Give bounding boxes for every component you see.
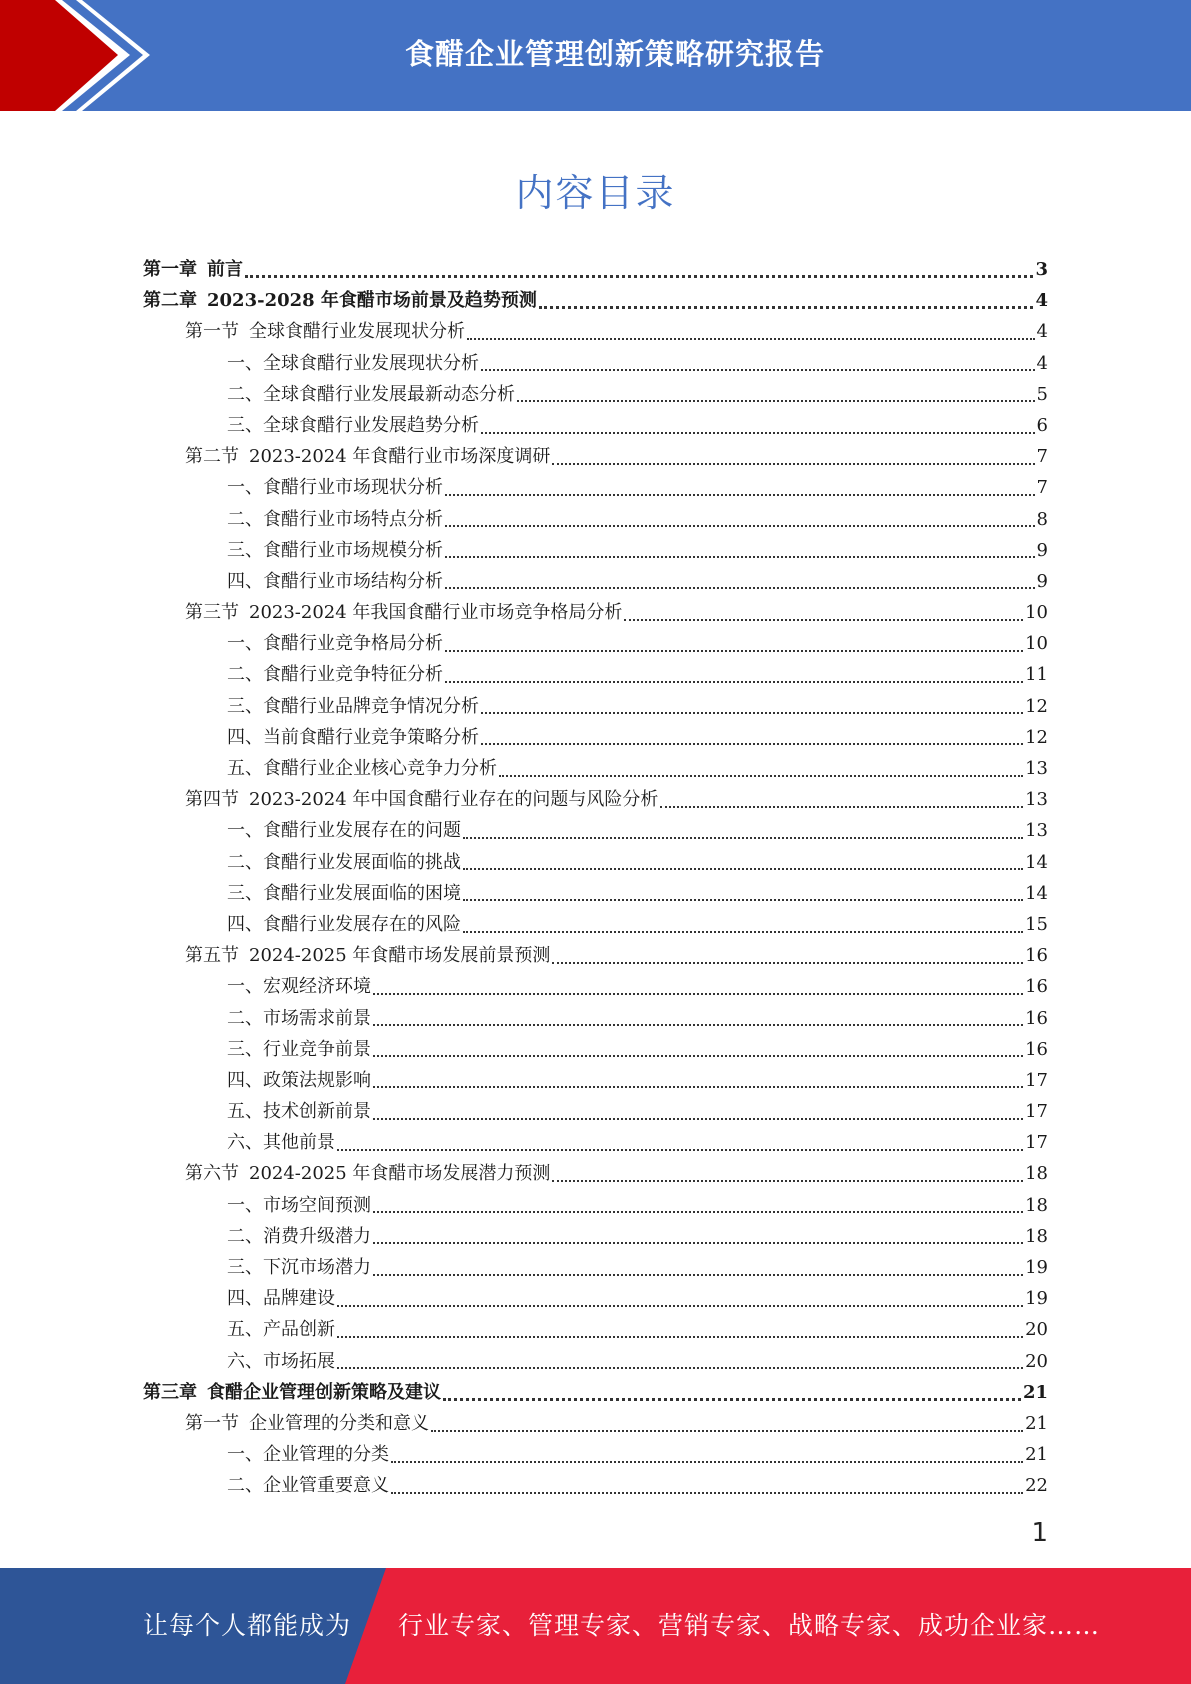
table-of-contents bbox=[143, 254, 1048, 1502]
toc-entry-page: 4 bbox=[1036, 352, 1048, 374]
toc-leader-dots bbox=[445, 681, 1023, 683]
page-number: 1 bbox=[1031, 1518, 1048, 1548]
toc-entry-title: 三、全球食醋行业发展趋势分析 bbox=[227, 414, 479, 436]
toc-entry-title: 二、市场需求前景 bbox=[227, 1007, 371, 1029]
toc-leader-dots bbox=[373, 1211, 1023, 1213]
toc-entry-page: 11 bbox=[1025, 664, 1048, 686]
toc-entry-title: 二、食醋行业市场特点分析 bbox=[227, 508, 443, 530]
toc-entry[interactable] bbox=[143, 1346, 1048, 1377]
toc-entry[interactable] bbox=[143, 1283, 1048, 1314]
toc-entry-title: 二、食醋行业发展面临的挑战 bbox=[227, 851, 461, 873]
toc-entry-title: 五、技术创新前景 bbox=[227, 1101, 371, 1123]
toc-entry-title: 一、全球食醋行业发展现状分析 bbox=[227, 352, 479, 374]
toc-entry-title: 四、当前食醋行业竞争策略分析 bbox=[227, 726, 479, 748]
toc-entry-page: 13 bbox=[1025, 789, 1048, 811]
toc-leader-dots bbox=[445, 650, 1023, 652]
toc-entry-page: 9 bbox=[1036, 539, 1048, 561]
toc-entry[interactable] bbox=[143, 659, 1048, 690]
toc-entry-page: 16 bbox=[1025, 976, 1048, 998]
toc-entry-title: 2023-2024 年中国食醋行业存在的问题与风险分析 bbox=[249, 789, 659, 811]
toc-entry-number: 第四节 bbox=[185, 789, 239, 811]
toc-entry[interactable] bbox=[143, 1252, 1048, 1283]
toc-entry-title: 一、食醋行业发展存在的问题 bbox=[227, 820, 461, 842]
toc-entry-title: 2023-2028 年食醋市场前景及趋势预测 bbox=[207, 290, 537, 312]
toc-entry-title: 三、下沉市场潜力 bbox=[227, 1257, 371, 1278]
toc-entry-title: 三、行业竞争前景 bbox=[227, 1038, 371, 1060]
toc-entry[interactable] bbox=[143, 1439, 1048, 1470]
toc-entry[interactable] bbox=[143, 441, 1048, 472]
toc-entry-page: 21 bbox=[1025, 1444, 1048, 1466]
toc-entry-title: 二、企业管重要意义 bbox=[227, 1475, 389, 1497]
toc-entry-page: 10 bbox=[1025, 633, 1048, 655]
report-title: 食醋企业管理创新策略研究报告 bbox=[404, 36, 825, 71]
toc-leader-dots bbox=[373, 993, 1023, 995]
toc-leader-dots bbox=[373, 1242, 1023, 1244]
toc-entry-page: 20 bbox=[1025, 1350, 1048, 1372]
toc-leader-dots bbox=[445, 494, 1035, 496]
toc-entry[interactable] bbox=[143, 628, 1048, 659]
toc-entry-title: 一、食醋行业竞争格局分析 bbox=[227, 633, 443, 655]
footer-slogan: 让每个人都能成为 bbox=[143, 1611, 352, 1640]
toc-leader-dots bbox=[552, 962, 1023, 964]
toc-entry-title: 一、企业管理的分类 bbox=[227, 1444, 389, 1466]
toc-entry-number: 第一节 bbox=[185, 1412, 239, 1434]
toc-leader-dots bbox=[467, 338, 1035, 340]
toc-entry-page: 22 bbox=[1025, 1475, 1048, 1497]
toc-entry-page: 13 bbox=[1025, 820, 1048, 842]
toc-leader-dots bbox=[463, 899, 1023, 901]
toc-entry-title: 三、食醋行业发展面临的困境 bbox=[227, 882, 461, 904]
toc-entry-number: 第一节 bbox=[185, 321, 239, 343]
toc-entry-title: 2024-2025 年食醋市场发展前景预测 bbox=[249, 945, 551, 967]
toc-entry-page: 18 bbox=[1025, 1194, 1048, 1216]
toc-entry-page: 12 bbox=[1025, 726, 1048, 748]
toc-entry-title: 三、食醋行业品牌竞争情况分析 bbox=[227, 695, 479, 717]
toc-leader-dots bbox=[337, 1149, 1023, 1151]
toc-entry-page: 8 bbox=[1036, 508, 1048, 530]
toc-entry[interactable] bbox=[143, 1408, 1048, 1439]
toc-entry-page: 4 bbox=[1036, 321, 1048, 343]
toc-entry-page: 21 bbox=[1022, 1381, 1048, 1403]
toc-entry-number: 第六节 bbox=[185, 1163, 239, 1185]
footer-banner bbox=[0, 1568, 1191, 1684]
toc-entry-number: 第三节 bbox=[185, 602, 239, 624]
toc-entry[interactable] bbox=[143, 1221, 1048, 1252]
toc-leader-dots bbox=[660, 806, 1023, 808]
toc-entry[interactable] bbox=[143, 597, 1048, 628]
toc-entry-number: 第一章 bbox=[143, 259, 197, 280]
toc-entry-page: 7 bbox=[1036, 477, 1048, 499]
toc-entry[interactable] bbox=[143, 878, 1048, 909]
toc-entry-title: 二、全球食醋行业发展最新动态分析 bbox=[227, 383, 515, 405]
toc-entry-title: 一、宏观经济环境 bbox=[227, 976, 371, 998]
toc-entry-page: 15 bbox=[1025, 913, 1048, 935]
toc-leader-dots bbox=[463, 837, 1023, 839]
toc-leader-dots bbox=[499, 775, 1023, 777]
toc-entry-title: 企业管理的分类和意义 bbox=[249, 1412, 429, 1434]
toc-entry-page: 9 bbox=[1036, 570, 1048, 592]
toc-entry-page: 3 bbox=[1035, 259, 1048, 280]
toc-entry-page: 12 bbox=[1025, 695, 1048, 717]
toc-leader-dots bbox=[373, 1274, 1023, 1276]
toc-entry[interactable] bbox=[143, 1127, 1048, 1158]
toc-entry-page: 20 bbox=[1025, 1319, 1048, 1341]
toc-entry[interactable] bbox=[143, 1470, 1048, 1501]
toc-leader-dots bbox=[552, 463, 1034, 465]
toc-entry[interactable] bbox=[143, 348, 1048, 379]
toc-entry-title: 六、市场拓展 bbox=[227, 1350, 335, 1372]
toc-entry[interactable] bbox=[143, 472, 1048, 503]
toc-entry[interactable] bbox=[143, 691, 1048, 722]
toc-entry-page: 4 bbox=[1035, 290, 1048, 312]
toc-entry-title: 二、消费升级潜力 bbox=[227, 1225, 371, 1247]
toc-entry-title: 六、其他前景 bbox=[227, 1132, 335, 1154]
toc-leader-dots bbox=[373, 1055, 1023, 1057]
header-banner bbox=[0, 0, 1191, 111]
toc-entry[interactable] bbox=[143, 504, 1048, 535]
toc-entry-page: 16 bbox=[1025, 1007, 1048, 1029]
toc-leader-dots bbox=[445, 525, 1035, 527]
toc-entry-page: 17 bbox=[1025, 1132, 1048, 1154]
toc-entry-title: 2024-2025 年食醋市场发展潜力预测 bbox=[249, 1163, 551, 1185]
toc-entry-title: 全球食醋行业发展现状分析 bbox=[249, 321, 465, 343]
toc-entry[interactable] bbox=[143, 722, 1048, 753]
toc-entry-page: 6 bbox=[1036, 414, 1048, 436]
toc-leader-dots bbox=[624, 619, 1023, 621]
toc-entry[interactable] bbox=[143, 784, 1048, 815]
toc-leader-dots bbox=[245, 275, 1033, 278]
toc-heading: 内容目录 bbox=[515, 171, 676, 215]
toc-leader-dots bbox=[337, 1336, 1023, 1338]
toc-entry[interactable] bbox=[143, 847, 1048, 878]
toc-leader-dots bbox=[481, 432, 1035, 434]
toc-entry-page: 17 bbox=[1025, 1101, 1048, 1123]
toc-leader-dots bbox=[481, 743, 1023, 745]
toc-entry-number: 第二章 bbox=[143, 290, 197, 312]
toc-leader-dots bbox=[337, 1367, 1023, 1369]
toc-entry-title: 2023-2024 年我国食醋行业市场竞争格局分析 bbox=[249, 602, 623, 624]
toc-leader-dots bbox=[481, 369, 1035, 371]
toc-entry-page: 19 bbox=[1025, 1257, 1048, 1278]
toc-entry-title: 一、食醋行业市场现状分析 bbox=[227, 477, 443, 499]
toc-entry-page: 10 bbox=[1025, 602, 1048, 624]
toc-entry-page: 18 bbox=[1025, 1163, 1048, 1185]
toc-entry-title: 二、食醋行业竞争特征分析 bbox=[227, 664, 443, 686]
toc-entry-page: 16 bbox=[1025, 1038, 1048, 1060]
toc-entry-title: 前言 bbox=[207, 259, 243, 280]
toc-leader-dots bbox=[337, 1305, 1023, 1307]
toc-entry-title: 食醋企业管理创新策略及建议 bbox=[207, 1381, 441, 1403]
toc-leader-dots bbox=[373, 1024, 1023, 1026]
toc-entry[interactable] bbox=[143, 566, 1048, 597]
toc-entry-title: 一、市场空间预测 bbox=[227, 1194, 371, 1216]
toc-entry[interactable] bbox=[143, 1377, 1048, 1408]
toc-entry[interactable] bbox=[143, 1190, 1048, 1221]
toc-entry-title: 四、品牌建设 bbox=[227, 1288, 335, 1310]
toc-entry-title: 四、食醋行业发展存在的风险 bbox=[227, 913, 461, 935]
toc-entry[interactable] bbox=[143, 753, 1048, 784]
toc-leader-dots bbox=[463, 868, 1023, 870]
toc-entry-title: 五、食醋行业企业核心竞争力分析 bbox=[227, 758, 497, 779]
toc-entry[interactable] bbox=[143, 1096, 1048, 1127]
toc-entry-page: 21 bbox=[1025, 1412, 1048, 1434]
footer-roles: 行业专家、管理专家、营销专家、战略专家、成功企业家…… bbox=[398, 1611, 1101, 1640]
toc-leader-dots bbox=[539, 306, 1034, 309]
toc-entry[interactable] bbox=[143, 971, 1048, 1002]
toc-entry-page: 19 bbox=[1025, 1288, 1048, 1310]
toc-entry-page: 7 bbox=[1036, 446, 1048, 468]
toc-entry-title: 2023-2024 年食醋行业市场深度调研 bbox=[249, 446, 551, 468]
toc-entry-page: 14 bbox=[1025, 882, 1048, 904]
toc-entry-number: 第二节 bbox=[185, 446, 239, 468]
toc-entry[interactable] bbox=[143, 285, 1048, 316]
toc-entry[interactable] bbox=[143, 410, 1048, 441]
toc-entry-number: 第五节 bbox=[185, 945, 239, 967]
toc-entry-page: 17 bbox=[1025, 1069, 1048, 1091]
toc-leader-dots bbox=[445, 556, 1035, 558]
toc-entry-title: 五、产品创新 bbox=[227, 1319, 335, 1341]
toc-leader-dots bbox=[481, 712, 1023, 714]
toc-leader-dots bbox=[431, 1430, 1023, 1432]
toc-entry-page: 14 bbox=[1025, 851, 1048, 873]
toc-leader-dots bbox=[517, 400, 1035, 402]
toc-entry[interactable] bbox=[143, 316, 1048, 347]
toc-entry-title: 四、食醋行业市场结构分析 bbox=[227, 570, 443, 592]
toc-entry[interactable] bbox=[143, 909, 1048, 940]
toc-entry[interactable] bbox=[143, 1158, 1048, 1189]
toc-entry-title: 三、食醋行业市场规模分析 bbox=[227, 539, 443, 561]
toc-leader-dots bbox=[445, 587, 1035, 589]
toc-entry-page: 18 bbox=[1025, 1225, 1048, 1247]
toc-leader-dots bbox=[391, 1492, 1023, 1494]
toc-entry[interactable] bbox=[143, 1003, 1048, 1034]
toc-entry-page: 5 bbox=[1036, 383, 1048, 405]
toc-entry-page: 13 bbox=[1025, 758, 1048, 779]
toc-entry[interactable] bbox=[143, 940, 1048, 971]
toc-entry[interactable] bbox=[143, 379, 1048, 410]
toc-entry[interactable] bbox=[143, 535, 1048, 566]
toc-entry-number: 第三章 bbox=[143, 1381, 197, 1403]
toc-entry[interactable] bbox=[143, 1034, 1048, 1065]
toc-leader-dots bbox=[552, 1180, 1023, 1182]
toc-entry-page: 16 bbox=[1025, 945, 1048, 967]
toc-entry[interactable] bbox=[143, 1314, 1048, 1345]
toc-entry[interactable] bbox=[143, 1065, 1048, 1096]
toc-leader-dots bbox=[391, 1461, 1023, 1463]
toc-leader-dots bbox=[373, 1118, 1023, 1120]
toc-entry[interactable] bbox=[143, 254, 1048, 285]
toc-leader-dots bbox=[463, 931, 1023, 933]
toc-entry-title: 四、政策法规影响 bbox=[227, 1069, 371, 1091]
toc-entry[interactable] bbox=[143, 815, 1048, 846]
toc-leader-dots bbox=[373, 1086, 1023, 1088]
toc-leader-dots bbox=[443, 1398, 1021, 1401]
